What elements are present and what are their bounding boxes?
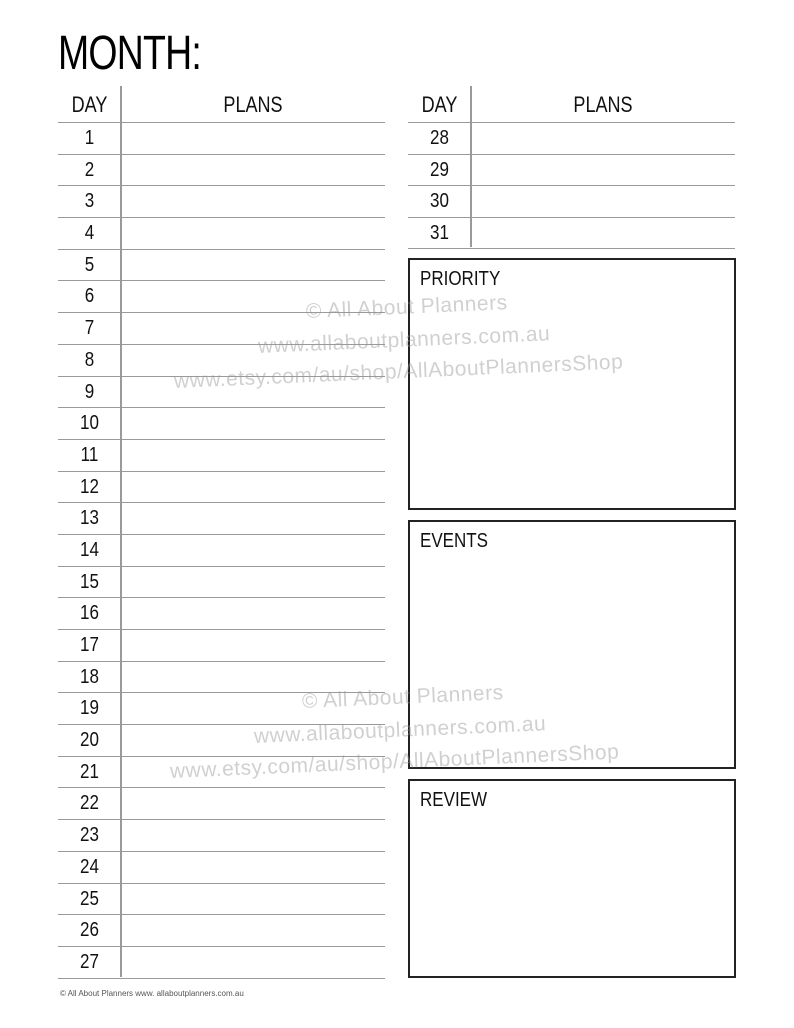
table-row[interactable]: [58, 851, 385, 883]
table-header: [58, 86, 385, 122]
day-number: 5: [84, 253, 95, 276]
review-box[interactable]: [408, 779, 736, 978]
column-divider: [470, 86, 472, 247]
table-row[interactable]: [58, 534, 385, 566]
day-number: 15: [80, 570, 99, 593]
day-number: 8: [84, 348, 95, 371]
table-row[interactable]: [58, 946, 385, 978]
events-label: EVENTS: [420, 530, 489, 552]
table-row[interactable]: [58, 566, 385, 598]
table-row[interactable]: [58, 883, 385, 915]
watermark-line: © All About Planners: [301, 681, 505, 713]
table-row[interactable]: [58, 154, 385, 186]
table-row[interactable]: [58, 217, 385, 249]
table-row[interactable]: [58, 439, 385, 471]
table-row[interactable]: [58, 249, 385, 281]
priority-label: PRIORITY: [420, 268, 501, 290]
day-number: 4: [84, 222, 95, 245]
table-row[interactable]: [58, 471, 385, 503]
table-row[interactable]: [58, 787, 385, 819]
table-row[interactable]: [58, 629, 385, 661]
footer-credit: © All About Planners www. allaboutplanners.com.au: [60, 989, 244, 998]
table-row[interactable]: [58, 819, 385, 851]
right-day-plans-table: [408, 86, 735, 249]
watermark-line: www.allaboutplanners.com.au: [253, 712, 547, 748]
page-title: MONTH:: [58, 27, 201, 80]
day-number: 28: [430, 127, 449, 149]
table-row[interactable]: [58, 597, 385, 629]
day-number: 22: [80, 792, 99, 815]
day-number: 25: [80, 887, 99, 910]
day-number: 21: [80, 760, 99, 783]
day-number: 24: [80, 855, 99, 878]
watermark-line: www.etsy.com/au/shop/AllAboutPlannersShop: [173, 350, 624, 393]
day-number: 19: [80, 697, 99, 720]
table-row[interactable]: [408, 185, 735, 217]
table-row[interactable]: [58, 502, 385, 534]
day-number: 20: [80, 729, 99, 752]
day-number: 1: [84, 127, 95, 149]
watermark-line: © All About Planners: [305, 291, 509, 323]
review-label: REVIEW: [420, 789, 488, 811]
left-day-plans-table: [58, 86, 385, 979]
plans-header: PLANS: [573, 92, 633, 117]
watermark-line: www.etsy.com/au/shop/AllAboutPlannersShop: [169, 740, 620, 783]
table-row[interactable]: [58, 122, 385, 154]
watermark-line: www.allaboutplanners.com.au: [257, 322, 551, 358]
day-number: 27: [80, 950, 99, 973]
day-number: 2: [84, 158, 95, 181]
table-row[interactable]: [58, 407, 385, 439]
table-row[interactable]: [408, 122, 735, 154]
day-number: 9: [84, 380, 95, 403]
day-header: DAY: [71, 92, 108, 117]
table-bottom-rule: [58, 978, 385, 979]
day-number: 29: [430, 158, 449, 181]
day-number: 23: [80, 824, 99, 847]
day-number: 3: [84, 190, 95, 213]
day-number: 30: [430, 190, 449, 212]
column-divider: [120, 86, 122, 977]
table-row[interactable]: [58, 914, 385, 946]
day-number: 11: [80, 443, 99, 466]
day-number: 14: [80, 538, 99, 561]
plans-header: PLANS: [223, 92, 283, 117]
day-number: 16: [80, 602, 99, 625]
day-number: 17: [80, 634, 99, 656]
day-number: 26: [80, 919, 99, 942]
table-header: [408, 86, 735, 122]
table-row[interactable]: [408, 154, 735, 186]
day-number: 13: [80, 507, 99, 530]
day-number: 10: [80, 412, 99, 435]
table-bottom-rule: [408, 248, 735, 249]
day-number: 12: [80, 475, 99, 498]
table-row[interactable]: [58, 185, 385, 217]
day-header: DAY: [421, 92, 458, 117]
day-number: 7: [84, 317, 95, 340]
day-number: 6: [84, 285, 95, 308]
day-number: 18: [80, 665, 99, 688]
day-number: 31: [430, 221, 449, 244]
table-row[interactable]: [408, 217, 735, 249]
